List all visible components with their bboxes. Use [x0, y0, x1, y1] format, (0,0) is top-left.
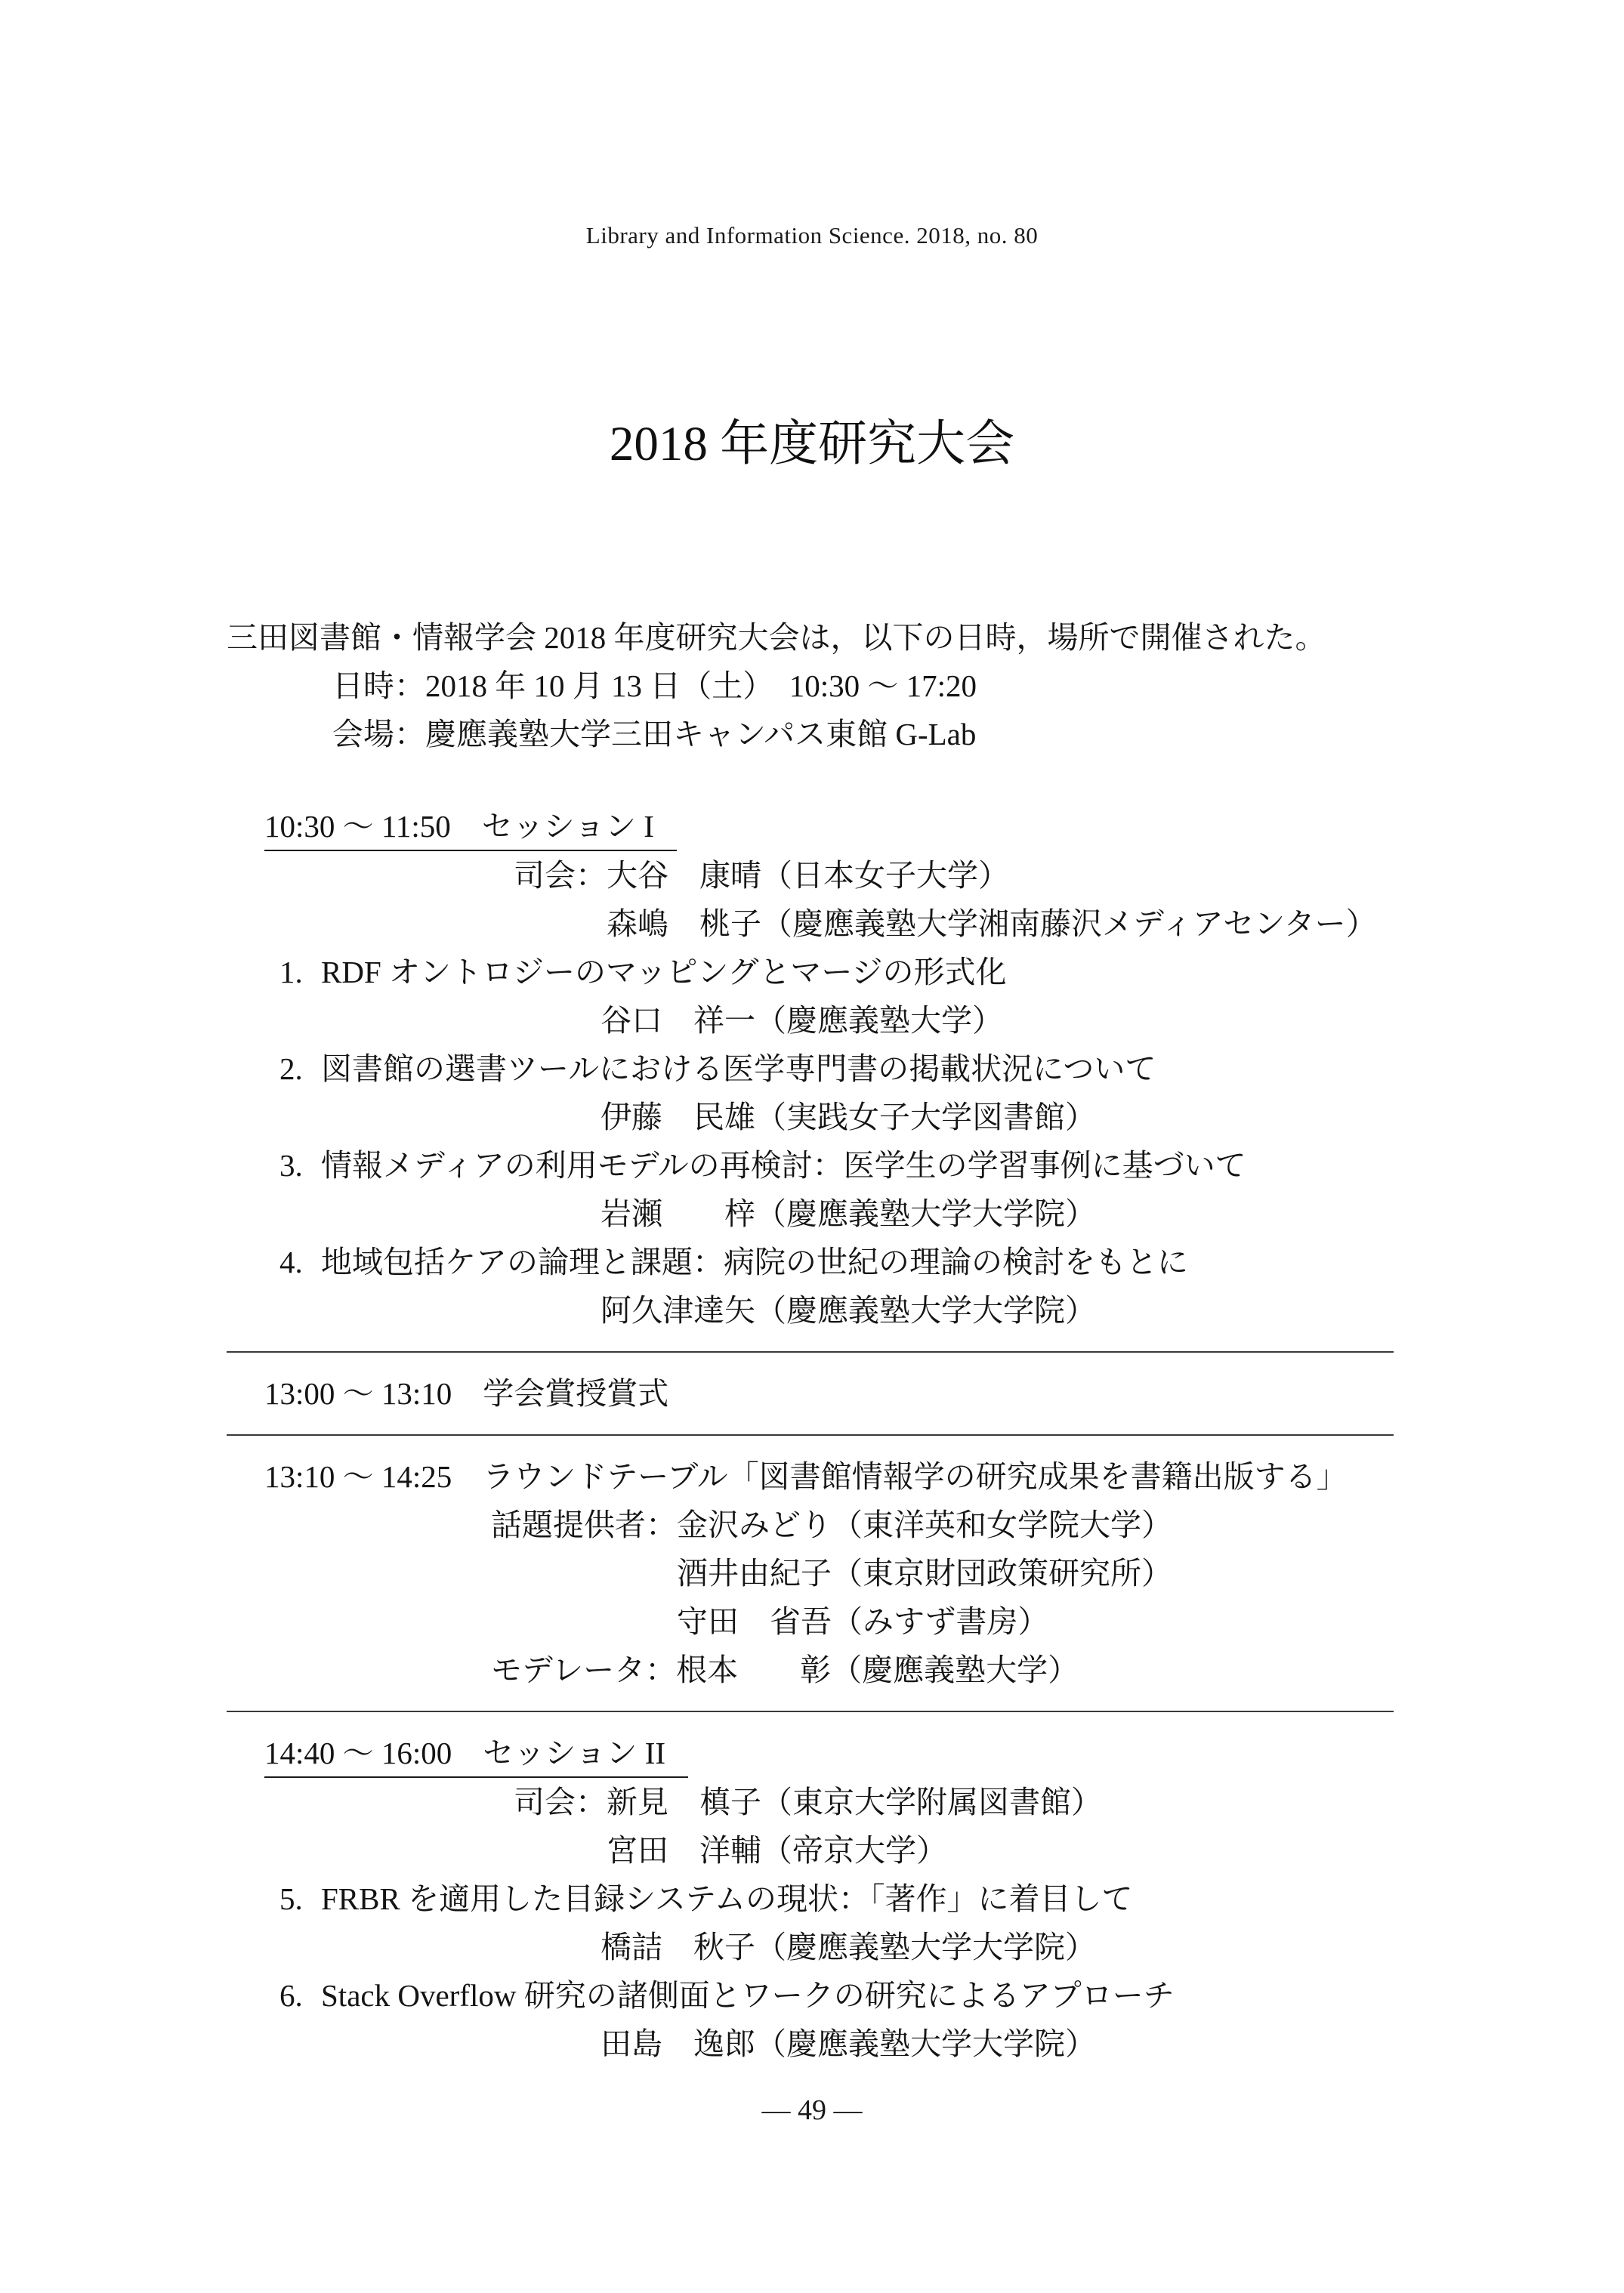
roundtable-provider-1: 話題提供者：金沢みどり（東洋英和女学院大学） [491, 1508, 1172, 1542]
presentation-6 [279, 1971, 1394, 2020]
presentation-2-number: 2. [279, 1051, 303, 1086]
section-divider [227, 1711, 1394, 1712]
presentation-2-speaker: 伊藤 民雄（実践女子大学図書館） [601, 1100, 1096, 1134]
presentation-4-number: 4. [279, 1245, 303, 1279]
running-head: Library and Information Science. 2018, no. 80 [585, 222, 1039, 248]
presentation-5 [279, 1875, 1394, 1923]
presentation-1 [279, 948, 1394, 996]
conference-program [227, 613, 1394, 2068]
presentation-3 [279, 1141, 1394, 1190]
presentation-1-number: 1. [279, 955, 303, 989]
page-title: 2018 年度研究大会 [609, 417, 1015, 471]
presentation-4-title: 地域包括ケアの論理と課題：病院の世紀の理論の検討をもとに [321, 1245, 1188, 1279]
presentation-3-speaker: 岩瀬 梓（慶應義塾大学大学院） [601, 1196, 1096, 1231]
session2-heading [264, 1729, 1394, 1778]
session2-chair-1: 司会：新見 槙子（東京大学附属図書館） [514, 1785, 1102, 1819]
presentation-5-title: FRBR を適用した目録システムの現状：「著作」に着目して [321, 1881, 1133, 1916]
presentation-1-speaker: 谷口 祥一（慶應義塾大学） [601, 1003, 1003, 1038]
presentation-3-number: 3. [279, 1148, 303, 1183]
presentation-4 [279, 1238, 1394, 1286]
presentation-3-title: 情報メディアの利用モデルの再検討：医学生の学習事例に基づいて [321, 1148, 1246, 1183]
section-divider [227, 1434, 1394, 1436]
presentation-1-title: RDF オントロジーのマッピングとマージの形式化 [321, 955, 1007, 989]
page-number: ― 49 ― [761, 2094, 863, 2126]
intro-lead: 三田図書館・情報学会 2018 年度研究大会は，以下の日時，場所で開催された。 [227, 620, 1326, 655]
presentation-4-speaker: 阿久津達矢（慶應義塾大学大学院） [601, 1293, 1096, 1328]
session1-chair-2: 森嶋 桃子（慶應義塾大学湘南藤沢メディアセンター） [607, 906, 1377, 941]
roundtable-provider-2: 酒井由紀子（東京財団政策研究所） [677, 1556, 1172, 1591]
event-venue: 会場：慶應義塾大学三田キャンパス東館 G-Lab [332, 717, 977, 751]
presentation-6-number: 6. [279, 1978, 303, 2013]
roundtable-heading: 13:10 ～ 14:25 ラウンドテーブル「図書館情報学の研究成果を書籍出版する」 [264, 1459, 1348, 1494]
roundtable-provider-3: 守田 省吾（みすず書房） [677, 1604, 1049, 1639]
award-ceremony-line: 13:00 ～ 13:10 学会賞授賞式 [264, 1376, 669, 1411]
session1-chair-1: 司会：大谷 康晴（日本女子大学） [514, 858, 1009, 893]
session1-heading [264, 802, 1394, 851]
roundtable-moderator: モデレータ：根本 彰（慶應義塾大学） [491, 1653, 1079, 1687]
session2-chair-2: 宮田 洋輔（帝京大学） [607, 1833, 947, 1868]
session2-heading-text: 14:40 ～ 16:00 セッション II [264, 1730, 688, 1778]
presentation-2 [279, 1045, 1394, 1093]
section-divider [227, 1351, 1394, 1353]
presentation-6-speaker: 田島 逸郎（慶應義塾大学大学院） [601, 2026, 1096, 2061]
session1-heading-text: 10:30 ～ 11:50 セッション I [264, 804, 677, 851]
presentation-2-title: 図書館の選書ツールにおける医学専門書の掲載状況について [321, 1051, 1156, 1086]
event-datetime: 日時：2018 年 10 月 13 日（土） 10:30 ～ 17:20 [332, 668, 977, 703]
presentation-5-speaker: 橋詰 秋子（慶應義塾大学大学院） [601, 1930, 1096, 1964]
presentation-6-title: Stack Overflow 研究の諸側面とワークの研究によるアプローチ [321, 1978, 1175, 2013]
presentation-5-number: 5. [279, 1881, 303, 1916]
